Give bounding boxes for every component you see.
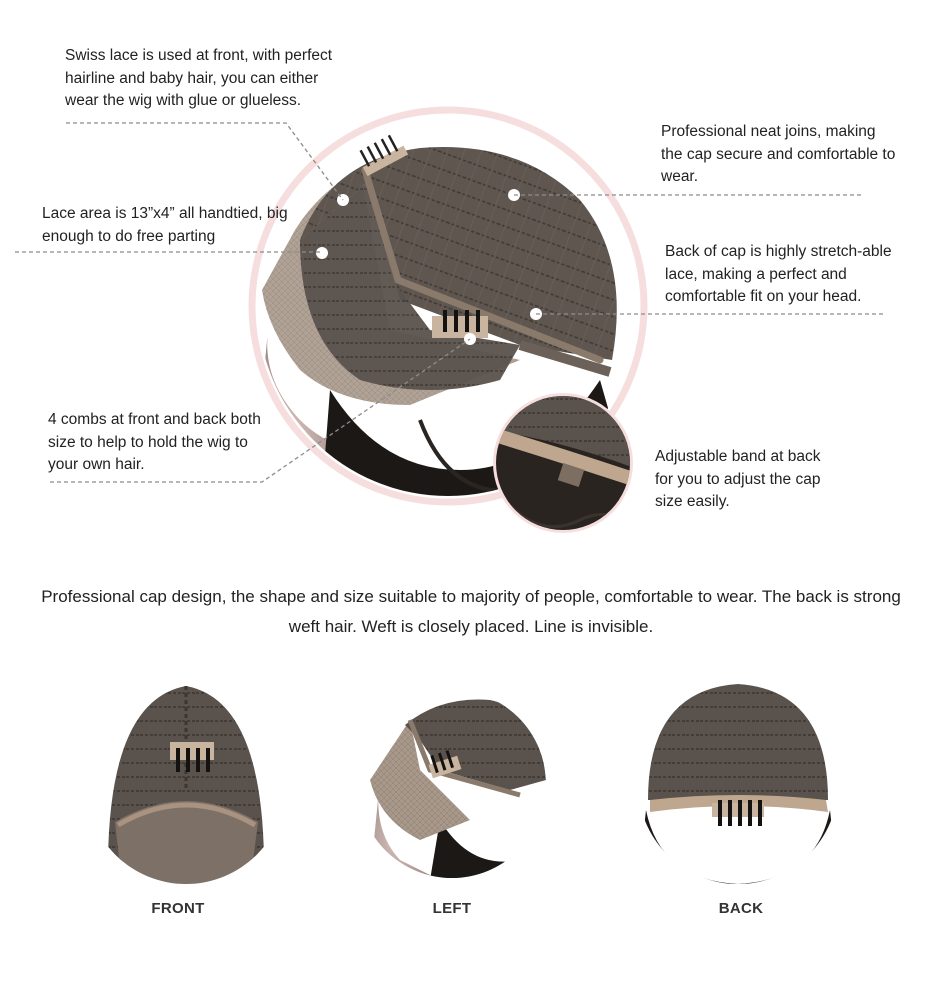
annotation-neat-joins: Professional neat joins, making the cap secure and comfortable to wear.	[661, 123, 896, 185]
left-view-image	[358, 690, 548, 880]
view-label-left: LEFT	[432, 900, 472, 917]
annotation-combs: 4 combs at front and back both size to help to hold the wig to your own hair.	[48, 411, 261, 473]
view-label-back: BACK	[718, 900, 764, 917]
view-label-front: FRONT	[151, 900, 205, 917]
summary-text: Professional cap design, the shape and size suitable to majority of people, comfortable to wear. The back is strong weft hair. Weft is closely placed. Line is invisible.	[41, 587, 901, 636]
annotation-adjustable-band: Adjustable band at back for you to adjust the cap size easily.	[655, 448, 821, 510]
back-view-image	[638, 684, 838, 884]
front-view-image	[86, 684, 286, 884]
annotation-stretch-back: Back of cap is highly stretch-able lace, making a perfect and comfortable fit on your head.	[665, 243, 892, 305]
annotation-swiss-lace: Swiss lace is used at front, with perfect hairline and baby hair, you can either wear the wig with glue or glueless.	[65, 47, 333, 109]
marker-dot	[316, 247, 328, 259]
annotation-lace-area: Lace area is 13”x4” all handtied, big enough to do free parting	[42, 205, 288, 245]
